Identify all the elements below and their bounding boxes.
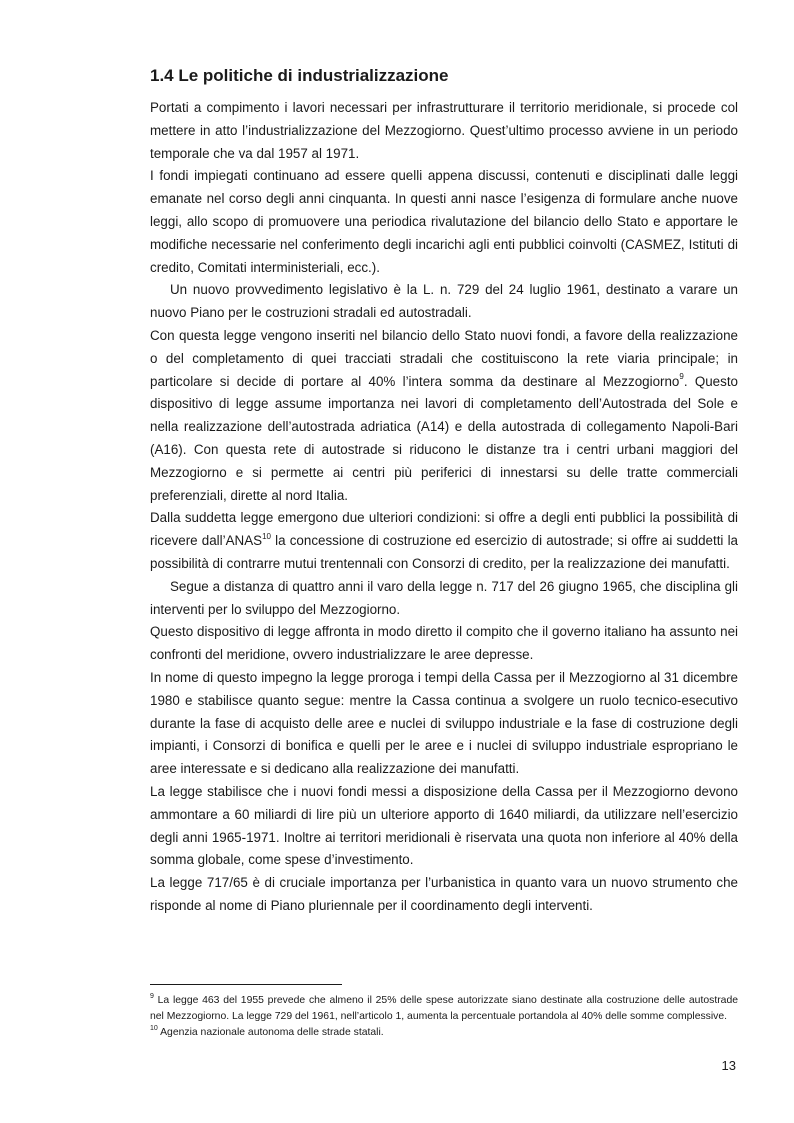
paragraph-text: Segue a distanza di quattro anni il varo della legge n. 717 del 26 giugno 1965, che disciplina gli interventi per lo sviluppo del Mezzogiorno. (150, 578, 738, 617)
paragraph-text: In nome di questo impegno la legge proroga i tempi della Cassa per il Mezzogiorno al 31 dicembre 1980 e stabilisce quanto segue: mentre la Cassa continua a svolgere un ruolo tecnico-esecutivo durante la fase di acquisto delle aree e nuclei di sviluppo industriale e la fase di costruzione degli impianti, i Consorzi di bonifica e quelli per le aree e i nuclei di sviluppo industriale espropriano le aree interessate e si dedicano alla realizzazione dei manufatti. (150, 669, 738, 777)
page-number: 13 (721, 1058, 736, 1073)
paragraph-text: Un nuovo provvedimento legislativo è la L. n. 729 del 24 luglio 1961, destinato a varare un nuovo Piano per le costruzioni stradali ed autostradali. (150, 282, 738, 321)
paragraph (150, 279, 738, 325)
paragraph-text: La legge 717/65 è di cruciale importanza per l’urbanistica in quanto vara un nuovo strumento che risponde al nome di Piano pluriennale per il coordinamento degli interventi. (150, 875, 738, 913)
footnote-reference: 9 (679, 372, 684, 382)
footnote-text: Agenzia nazionale autonoma delle strade statali. (157, 1027, 384, 1038)
paragraph-text: Con questa legge vengono inseriti nel bilancio dello Stato nuovi fondi, a favore della realizzazione o del completamento di quei tracciati stradali che costituiscono la rete viaria principale; in particolare si decide di portare al 40% l’intera somma da destinare al Mezzogiorno (150, 327, 738, 389)
paragraph (150, 165, 738, 279)
paragraph (150, 97, 738, 165)
footnote-text: La legge 463 del 1955 prevede che almeno il 25% delle spese autorizzate siano destinate alla costruzione delle autostrade nel Mezzogiorno. La legge 729 del 1961, nell’articolo 1, aumenta la percentuale portandola al 40% delle somme complessive. (150, 995, 738, 1022)
footnote-separator (150, 984, 342, 985)
paragraph (150, 872, 738, 918)
paragraph-text: I fondi impiegati continuano ad essere quelli appena discussi, contenuti e disciplinati dalle leggi emanate nel corso degli anni cinquanta. In questi anni nasce l’esigenza di formulare anche nuove leggi, allo scopo di promuovere una periodica rivalutazione del bilancio dello Stato e apportare le modifiche necessarie nel conferimento degli incarichi agli enti pubblici coinvolti (CASMEZ, Istituti di credito, Comitati interministeriali, ecc.). (150, 168, 738, 275)
paragraph-text: . Questo dispositivo di legge assume importanza nei lavori di completamento dell’Autostrada del Sole e nella realizzazione dell’autostrada adriatica (A14) e della autostrada di collegamento Napoli-Bari (A16). Con questa rete di autostrade si riducono le distanze tra i centri urbani maggiori del Mezzogiorno e si permette ai centri più periferici di innestarsi su delle tratte commerciali preferenziali, dirette al nord Italia. (150, 373, 738, 503)
paragraph-text: la concessione di costruzione ed esercizio di autostrade; si offre ai suddetti la possibilità di contrarre mutui trentennali con Consorzi di credito, per la realizzazione dei manufatti. (150, 533, 738, 571)
footnotes (150, 993, 738, 1041)
footnote-marker: 10 (150, 1024, 158, 1032)
footnote (150, 1025, 738, 1041)
paragraph (150, 781, 738, 872)
paragraph-text: Dalla suddetta legge emergono due ulteriori condizioni: si offre a degli enti pubblici la possibilità di ricevere dall’ANAS (150, 510, 738, 549)
paragraph (150, 576, 738, 622)
paragraph (150, 667, 738, 781)
paragraph-text: La legge stabilisce che i nuovi fondi messi a disposizione della Cassa per il Mezzogiorno devono ammontare a 60 miliardi di lire più un ulteriore apporto di 1640 miliardi, da utilizzare nell’esercizio degli anni 1965-1971. Inoltre ai territori meridionali è riservata una quota non inferiore al 40% della somma globale, come spese d’investimento. (150, 783, 738, 868)
paragraph (150, 507, 738, 575)
paragraph-text: Questo dispositivo di legge affronta in modo diretto il compito che il governo italiano ha assunto nei confronti del meridione, ovvero industrializzare le aree depresse. (150, 624, 738, 663)
page-content (150, 64, 738, 918)
footnote-reference: 10 (262, 531, 271, 541)
body-text (150, 97, 738, 918)
paragraph-text: Portati a compimento i lavori necessari per infrastrutturare il territorio meridionale, si procede col mettere in atto l’industrializzazione del Mezzogiorno. Quest’ultimo processo avviene in un periodo temporale che va dal 1957 al 1971. (150, 100, 738, 161)
section-title: 1.4 Le politiche di industrializzazione (150, 66, 449, 85)
footnote-marker: 9 (150, 992, 154, 1000)
paragraph (150, 621, 738, 667)
footnote (150, 993, 738, 1025)
paragraph (150, 325, 738, 507)
